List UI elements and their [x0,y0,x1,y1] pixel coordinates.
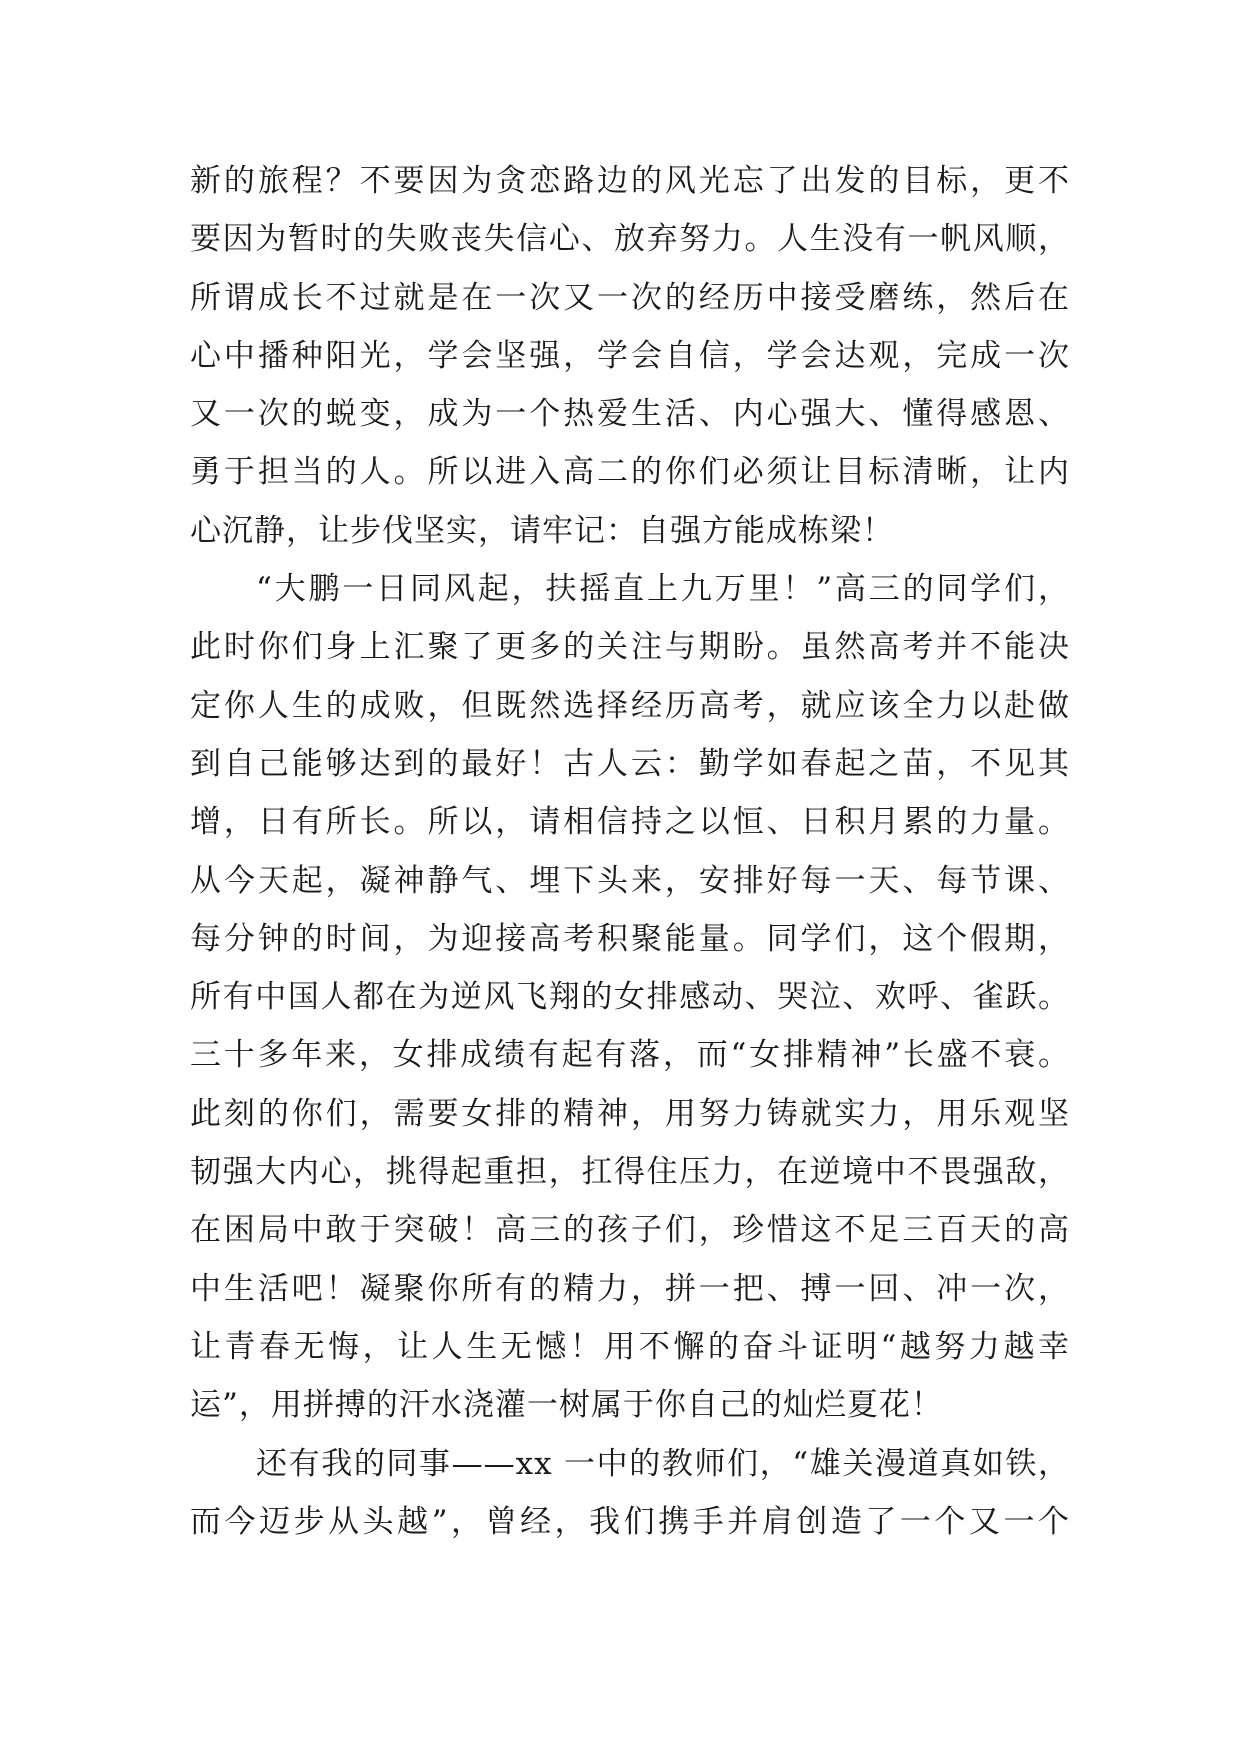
text-line: 心沉静，让步伐坚实，请牢记：自强方能成栋梁！ [190,512,894,549]
text-line: 此刻的你们，需要女排的精神，用努力铸就实力，用乐观坚 [190,1095,1070,1132]
text-line: 每分钟的时间，为迎接高考积聚能量。同学们，这个假期， [190,920,1070,957]
text-line: 从今天起，凝神静气、埋下头来，安排好每一天、每节课、 [190,862,1070,899]
text-line: 三十多年来，女排成绩有起有落，而“女排精神”长盛不衰。 [190,1037,1070,1074]
text-line: “大鹏一日同风起，扶摇直上九万里！”高三的同学们， [256,571,1070,608]
text-line: 而今迈步从头越”，曾经，我们携手并肩创造了一个又一个 [190,1503,1070,1540]
text-line: 所有中国人都在为逆风飞翔的女排感动、哭泣、欢呼、雀跃。 [190,979,1070,1016]
text-line: 让青春无悔，让人生无憾！用不懈的奋斗证明“越努力越幸 [190,1328,1070,1365]
text-line: 所谓成长不过就是在一次又一次的经历中接受磨练，然后在 [190,279,1070,316]
text-line: 韧强大内心，挑得起重担，扛得住压力，在逆境中不畏强敌， [190,1154,1070,1191]
text-line: 还有我的同事——xx 一中的教师们，“雄关漫道真如铁， [256,1445,1070,1482]
text-line: 勇于担当的人。所以进入高二的你们必须让目标清晰，让内 [190,454,1070,491]
text-line: 心中播种阳光，学会坚强，学会自信，学会达观，完成一次 [190,337,1070,374]
text-line: 运”，用拼搏的汗水浇灌一树属于你自己的灿烂夏花！ [190,1387,943,1424]
text-line: 增，日有所长。所以，请相信持之以恒、日积月累的力量。 [190,804,1070,841]
paragraph [190,560,1070,1434]
text-line: 新的旅程？不要因为贪恋路边的风光忘了出发的目标，更不 [190,163,1070,199]
paragraph [190,1435,1070,1552]
text-line: 到自己能够达到的最好！古人云：勤学如春起之苗，不见其 [190,745,1070,782]
text-line: 定你人生的成败，但既然选择经历高考，就应该全力以赴做 [190,687,1070,724]
text-line: 中生活吧！凝聚你所有的精力，拼一把、搏一回、冲一次， [190,1270,1070,1307]
body-text [190,152,1070,1551]
text-line: 又一次的蜕变，成为一个热爱生活、内心强大、懂得感恩、 [190,396,1070,433]
text-line: 此时你们身上汇聚了更多的关注与期盼。虽然高考并不能决 [190,629,1070,666]
text-line: 在困局中敢于突破！高三的孩子们，珍惜这不足三百天的高 [190,1212,1070,1249]
paragraph [190,152,1070,560]
text-line: 要因为暂时的失败丧失信心、放弃努力。人生没有一帆风顺， [190,221,1070,258]
